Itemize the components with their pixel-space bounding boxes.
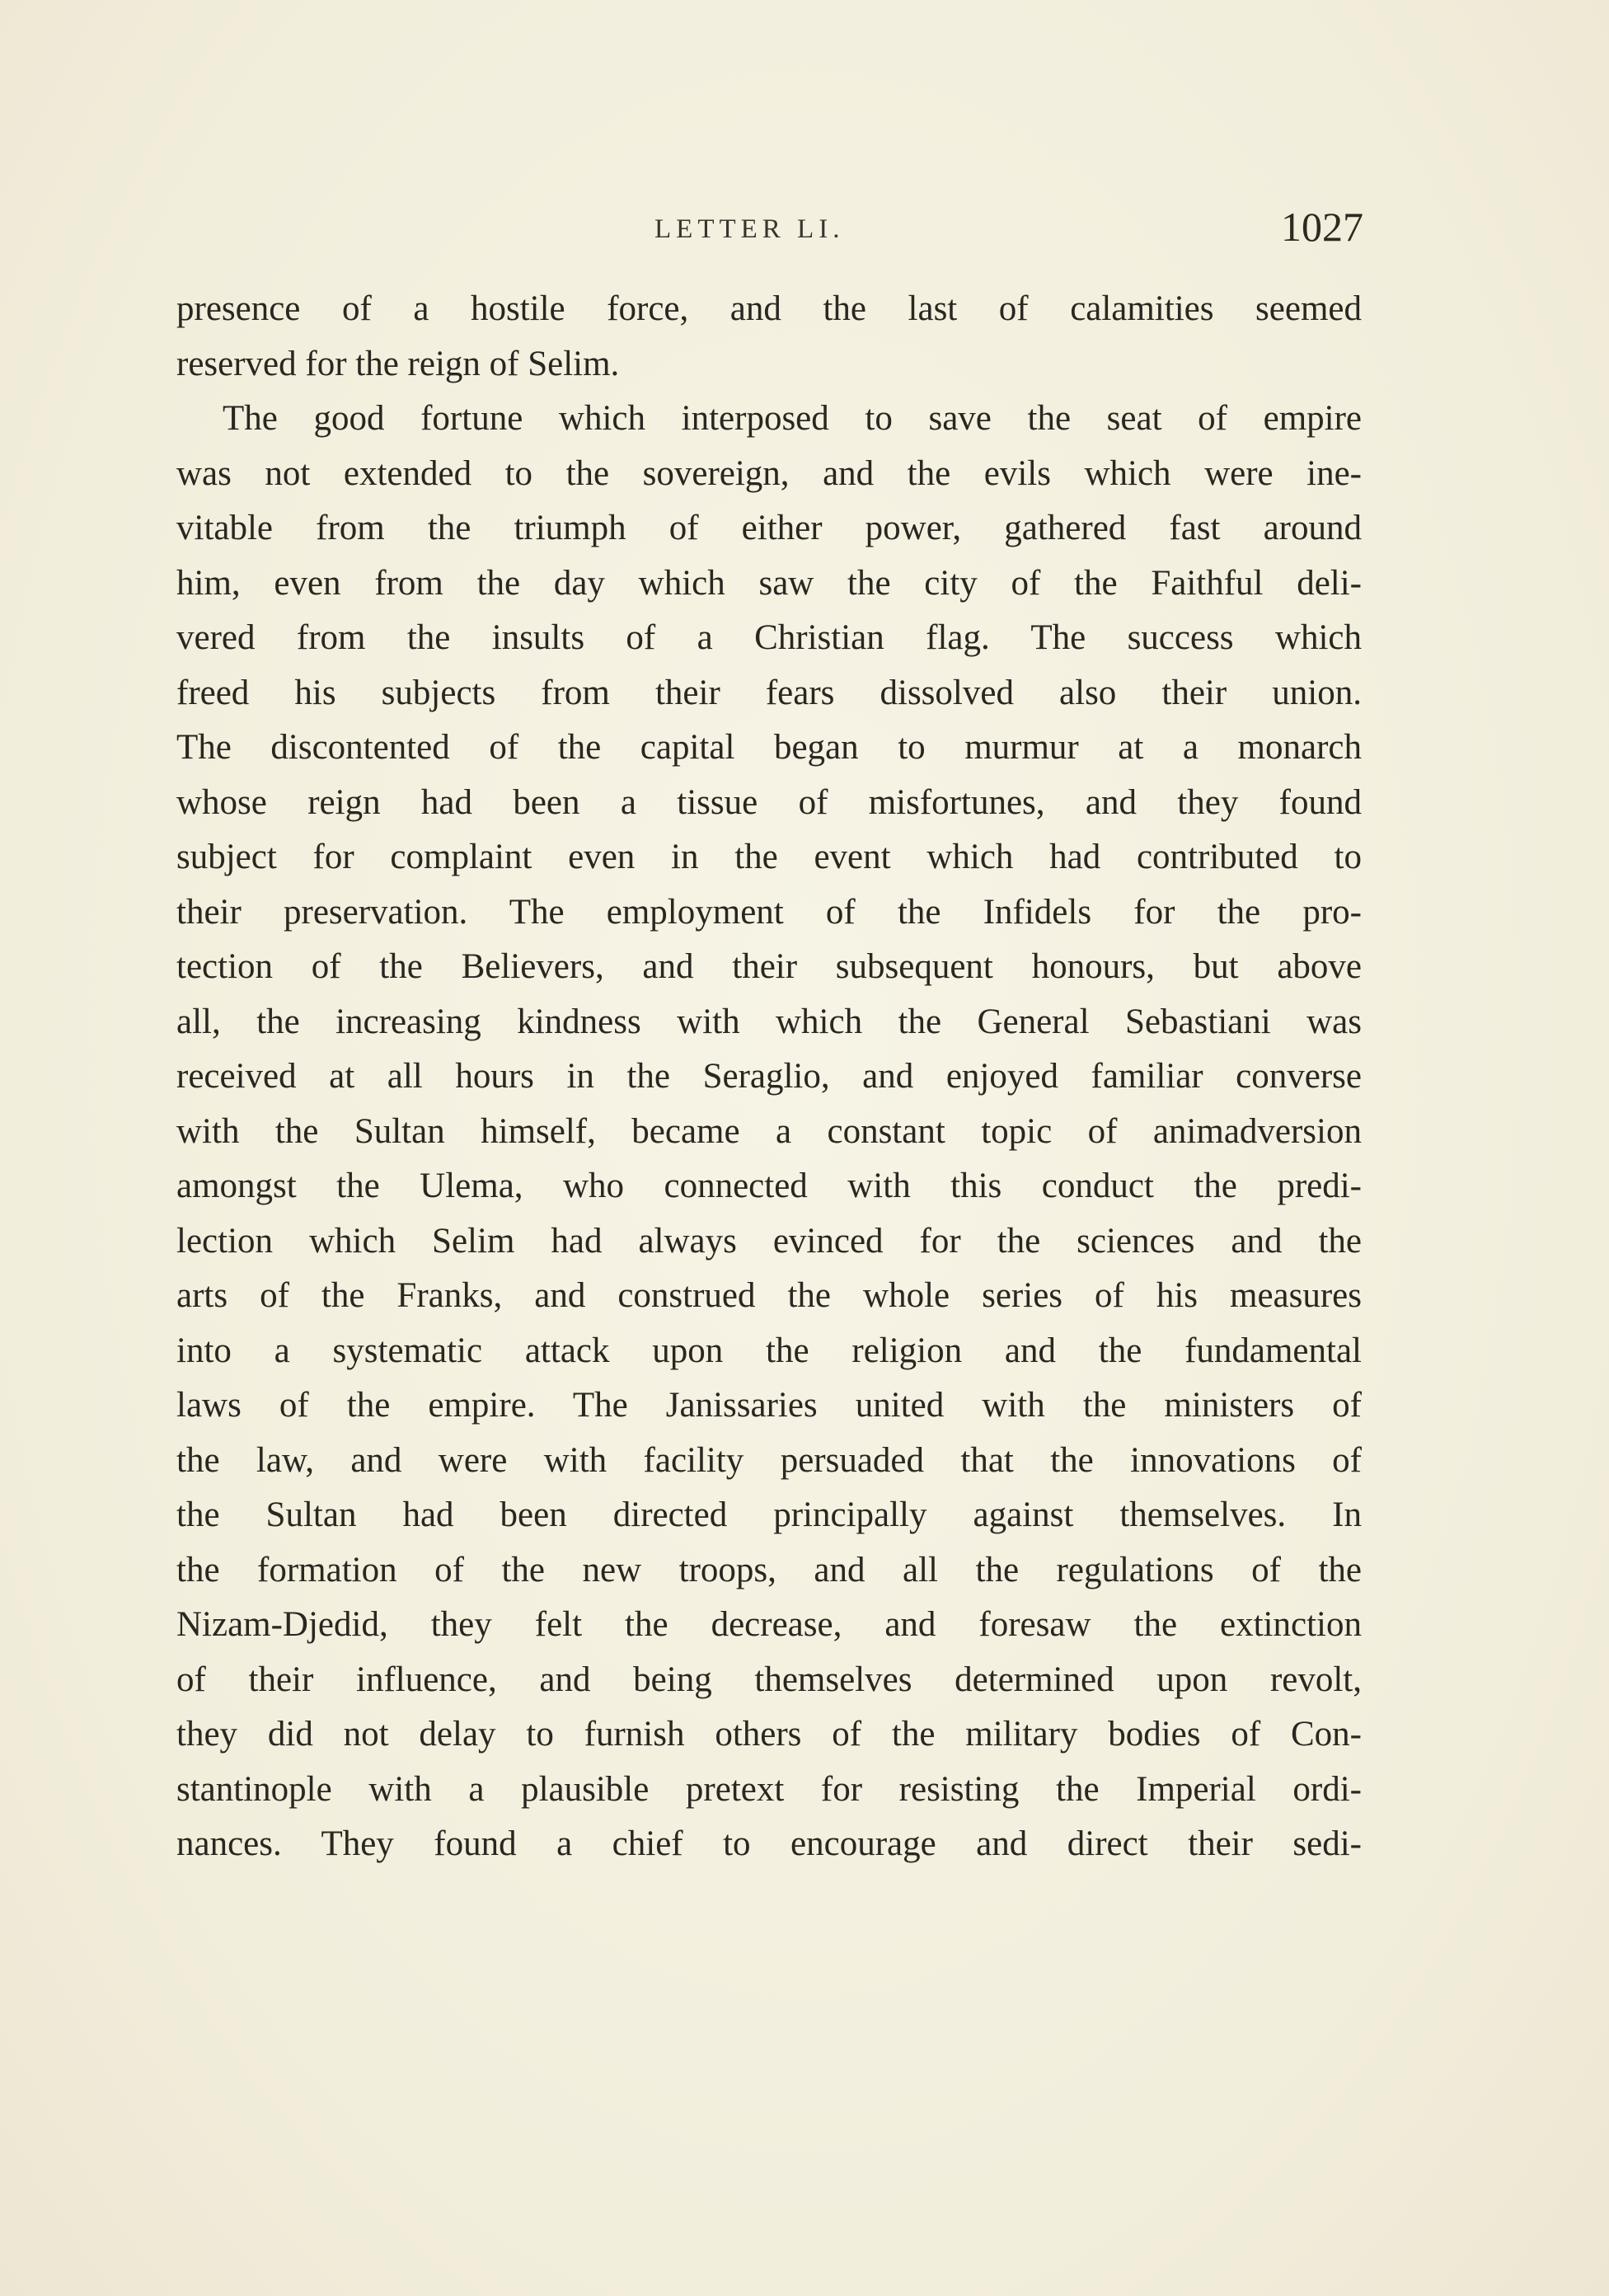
text-line: him, even from the day which saw the city of the Faithful deli- (176, 563, 1362, 603)
running-head (176, 203, 1363, 261)
text-line: reserved for the reign of Selim. (176, 344, 620, 383)
text-line: the Sultan had been directed principally against themselves. In (176, 1495, 1362, 1534)
running-head-title: LETTER LI. (654, 214, 845, 244)
text-line: vered from the insults of a Christian flag. The success which (176, 618, 1362, 657)
text-line: of their influence, and being themselves determined upon revolt, (176, 1660, 1362, 1699)
text-line: subject for complaint even in the event which had contributed to (176, 838, 1362, 876)
text-line: their preservation. The employment of the Infidels for the pro- (176, 892, 1362, 932)
text-line: vitable from the triumph of either power, gathered fast around (176, 509, 1362, 547)
text-line: tection of the Believers, and their subsequent honours, but above (176, 947, 1362, 986)
text-line: the formation of the new troops, and all the regulations of the (176, 1550, 1362, 1589)
text-line: into a systematic attack upon the religion and the fundamental (176, 1331, 1362, 1370)
text-line: stantinople with a plausible pretext for resisting the Imperial ordi- (176, 1769, 1362, 1809)
text-line: the law, and were with facility persuaded that the innovations of (176, 1440, 1362, 1480)
text-line: arts of the Franks, and construed the whole series of his measures (176, 1276, 1362, 1315)
text-line: whose reign had been a tissue of misfortunes, and they found (176, 782, 1362, 822)
text-line: was not extended to the sovereign, and the evils which were ine- (176, 453, 1362, 493)
text-line: all, the increasing kindness with which the General Sebastiani was (176, 1002, 1362, 1041)
paragraph-first-line: The good fortune which interposed to save the seat of empire (223, 399, 1362, 438)
text-line: The discontented of the capital began to murmur at a monarch (176, 728, 1362, 767)
text-line: received at all hours in the Seraglio, and enjoyed familiar converse (176, 1057, 1362, 1096)
text-line: Nizam-Djedid, they felt the decrease, and foresaw the extinction (176, 1605, 1362, 1644)
text-line: freed his subjects from their fears dissolved also their union. (176, 673, 1362, 712)
text-line: with the Sultan himself, became a constant topic of animadversion (176, 1111, 1362, 1151)
text-line: amongst the Ulema, who connected with this conduct the predi- (176, 1167, 1362, 1205)
text-line: presence of a hostile force, and the last of calamities seemed (176, 289, 1362, 328)
text-line: lection which Selim had always evinced for the sciences and the (176, 1221, 1362, 1261)
page-number: 1027 (1281, 204, 1363, 250)
text-line: they did not delay to furnish others of the military bodies of Con- (176, 1715, 1362, 1754)
body-text (176, 282, 1362, 1872)
text-line: nances. They found a chief to encourage and direct their sedi- (176, 1824, 1362, 1863)
text-line: laws of the empire. The Janissaries united with the ministers of (176, 1386, 1362, 1425)
